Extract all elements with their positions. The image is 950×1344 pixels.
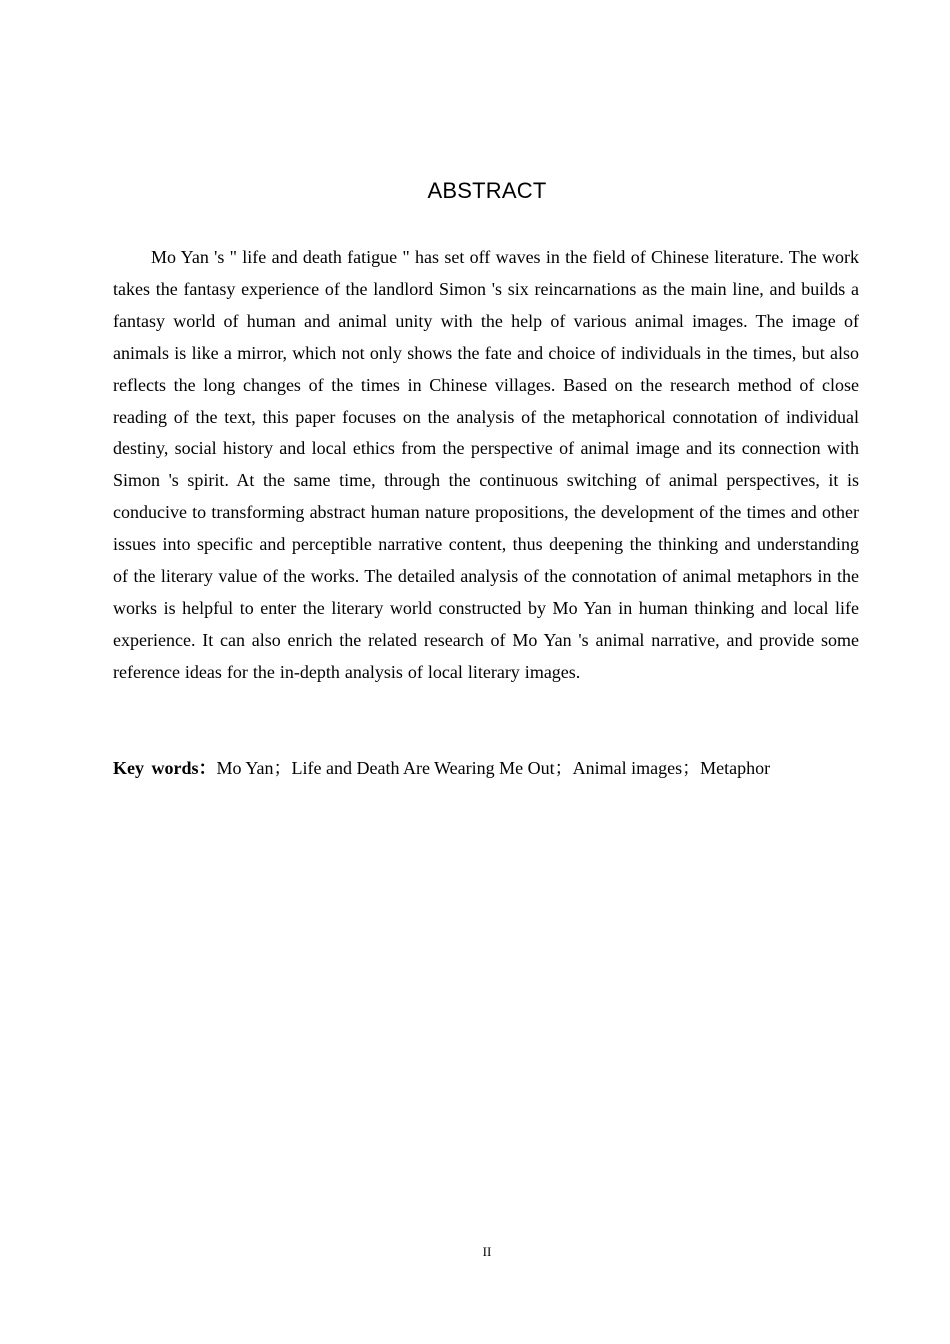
abstract-body: Mo Yan 's " life and death fatigue " has set off waves in the field of Chinese literature. The work takes the fantasy experience of the landlord Simon 's six reincarnations as the main line, and builds a fantasy world of human and animal unity with the help of various animal images. The image of animals is like a mirror, which not only shows the fate and choice of individuals in the times, but also reflects the long changes of the times in Chinese villages. Based on the research method of close reading of the text, this paper focuses on the analysis of the metaphorical connotation of individual destiny, social history and local ethics from the perspective of animal image and its connection with Simon 's spirit. At the same time, through the continuous switching of animal perspectives, it is conducive to transforming abstract human nature propositions, the development of the times and other issues into specific and perceptible narrative content, thus deepening the thinking and understanding of the literary value of the works. The detailed analysis of the connotation of animal metaphors in the works is helpful to enter the literary world constructed by Mo Yan in human thinking and local life experience. It can also enrich the related research of Mo Yan 's animal narrative, and provide some reference ideas for the in-depth analysis of local literary images. [113,247,859,682]
page-number: II [482,1244,492,1259]
keywords-line [113,754,873,782]
keywords-text: Mo Yan；Life and Death Are Wearing Me Out；Animal images；Metaphor [216,758,771,778]
keywords-label: Key words： [113,758,217,778]
abstract-title: ABSTRACT [427,178,547,203]
